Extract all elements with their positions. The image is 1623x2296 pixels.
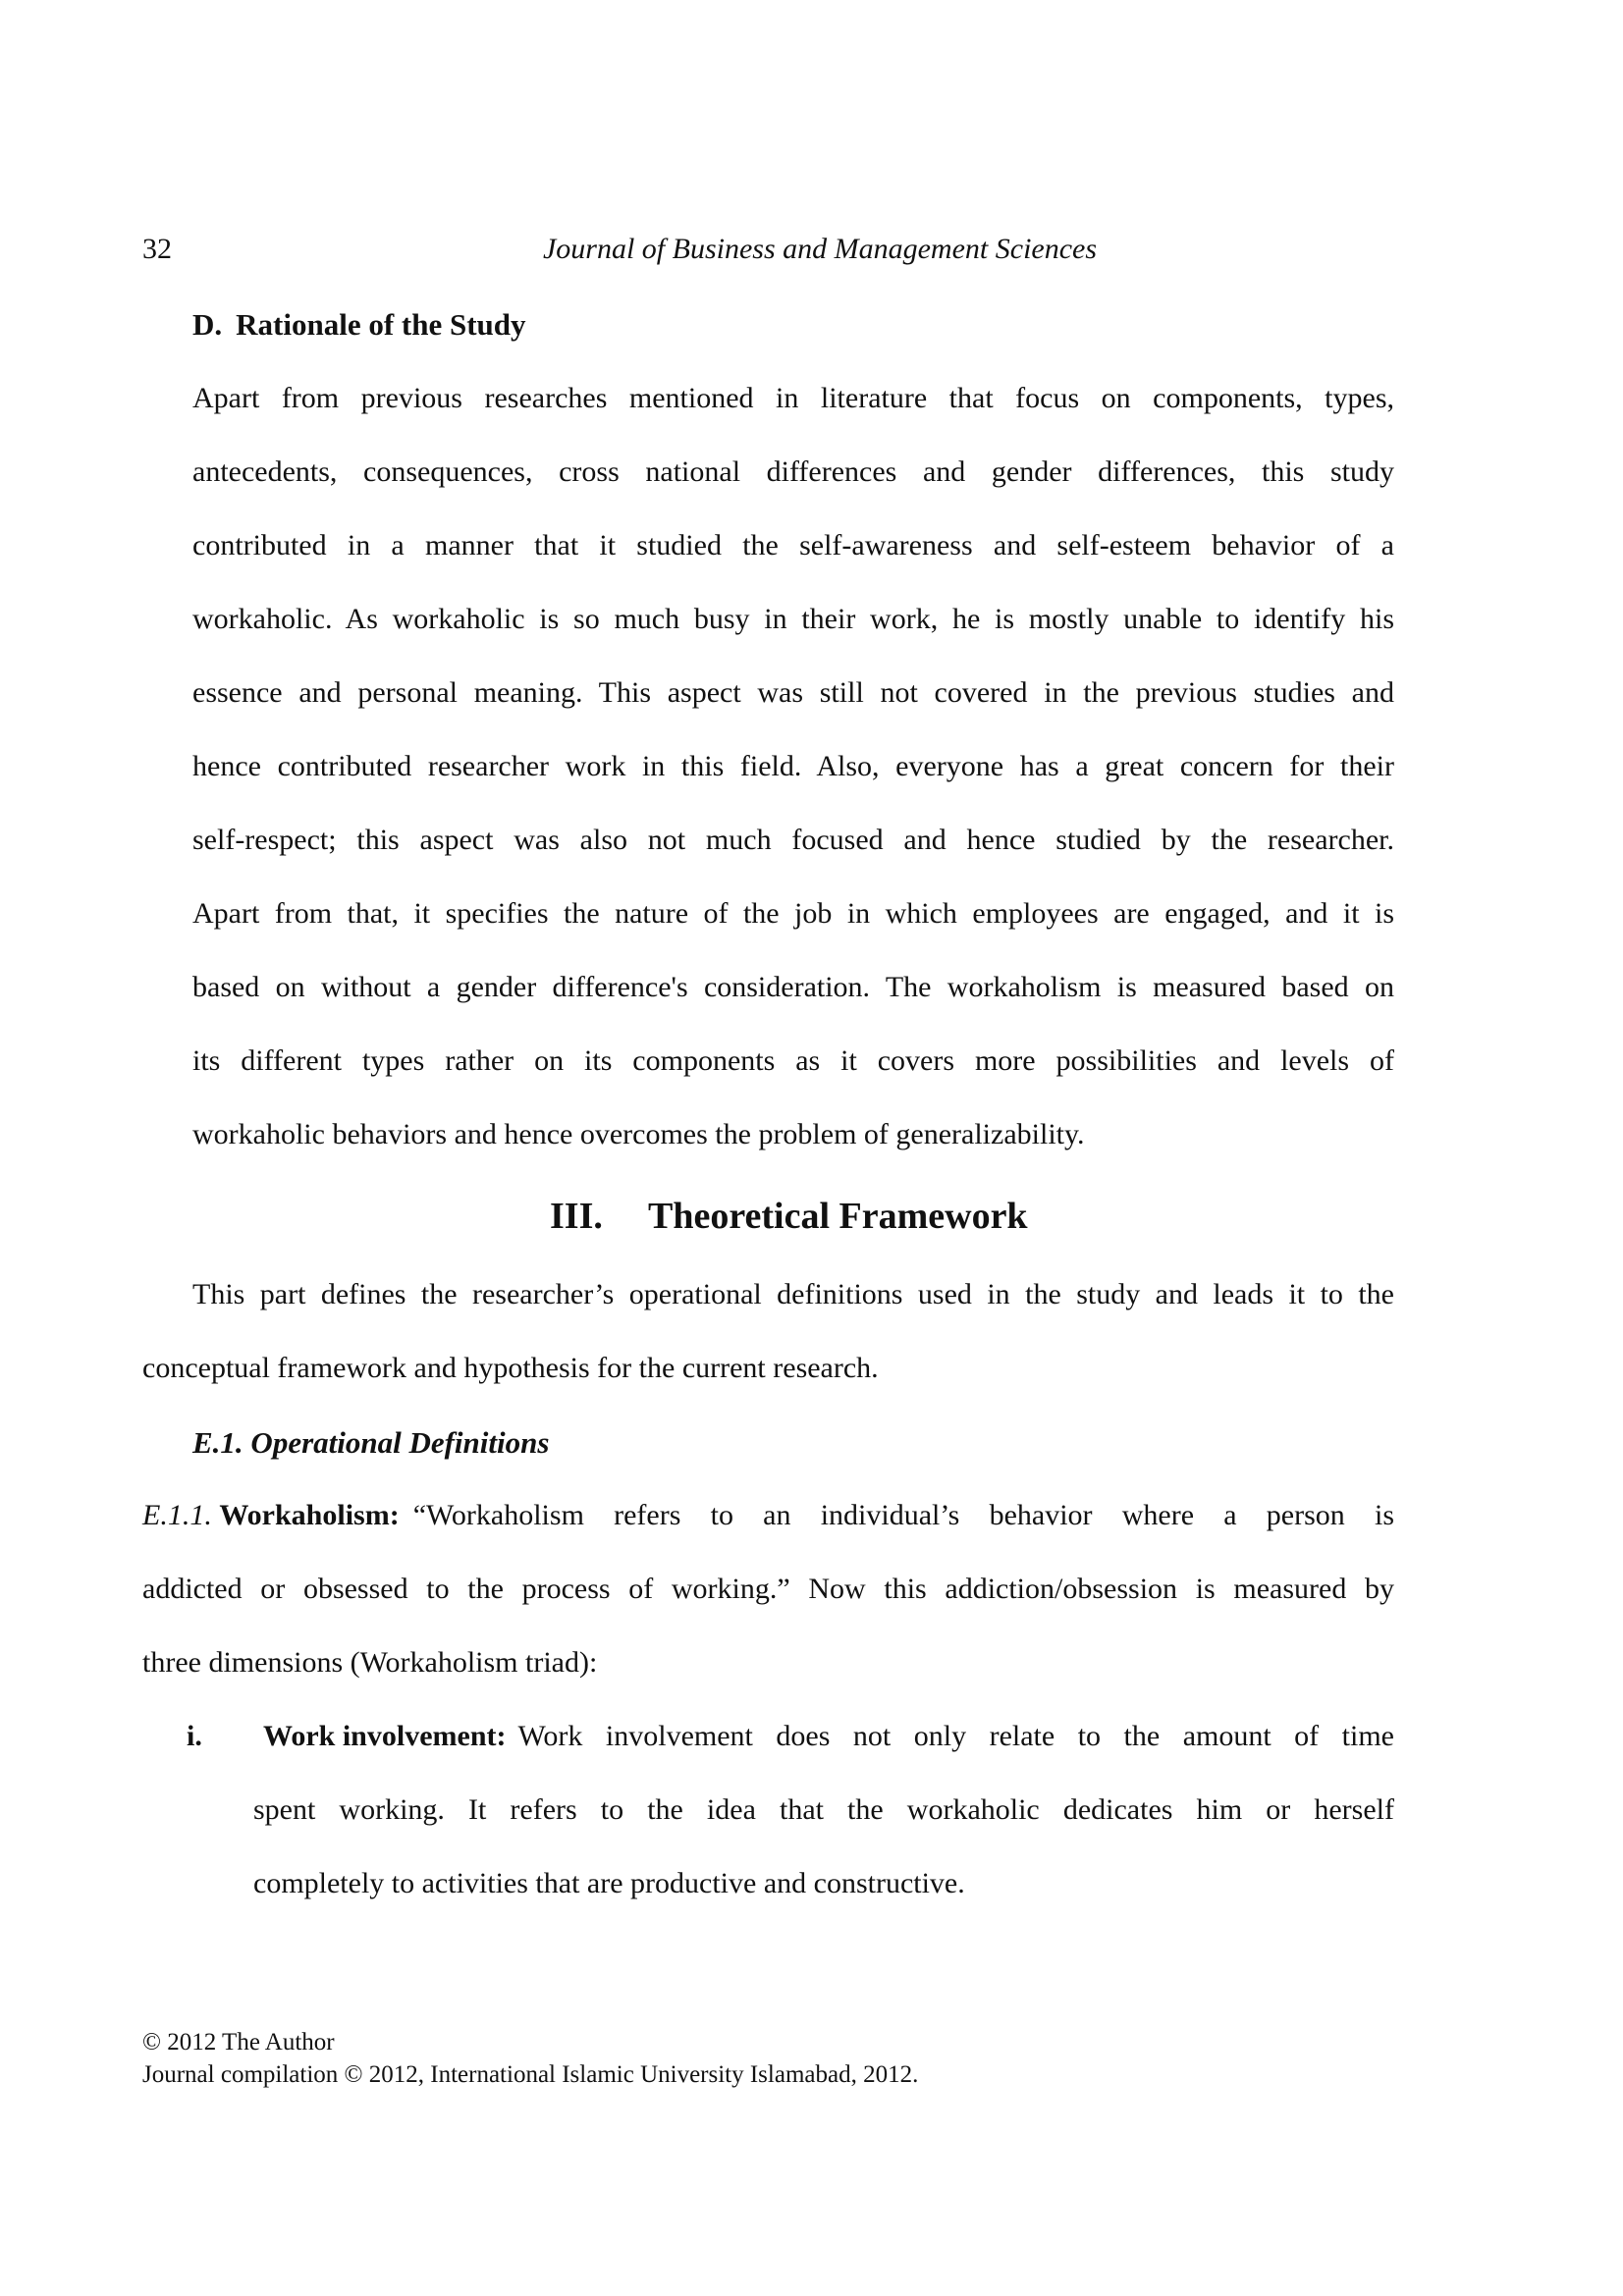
page-footer: [142, 2026, 918, 2091]
paragraph-line: Apart from that, it specifies the nature of the job in which employees are engaged, and it is: [192, 897, 1394, 930]
list-text: Work involvement does not only relate to the amount of time: [517, 1720, 1394, 1752]
definition-text: “Workaholism refers to an individual’s behavior where a person is: [412, 1499, 1394, 1531]
definition-lead: [142, 1496, 400, 1535]
paragraph-line: workaholic behaviors and hence overcomes the problem of generalizability.: [192, 1118, 1085, 1150]
paragraph-line: workaholic. As workaholic is so much busy in their work, he is mostly unable to identify his: [192, 603, 1394, 635]
section-title: Rationale of the Study: [236, 307, 526, 342]
paragraph-line: self-respect; this aspect was also not much focused and hence studied by the researcher.: [192, 824, 1394, 856]
list-item-first-line: [187, 1717, 1394, 1756]
section-heading-iii: [550, 1192, 1028, 1241]
paragraph-line: antecedents, consequences, cross national differences and gender differences, this study: [192, 455, 1394, 488]
paragraph-line: three dimensions (Workaholism triad):: [142, 1646, 598, 1679]
paragraph-line: spent working. It refers to the idea that the workaholic dedicates him or herself: [253, 1793, 1394, 1826]
paragraph-line: This part defines the researcher’s operational definitions used in the study and leads it to the: [192, 1278, 1394, 1310]
list-term: Work involvement:: [263, 1720, 507, 1752]
paragraph-line: based on without a gender difference's consideration. The workaholism is measured based on: [192, 971, 1394, 1003]
section-numeral: III.: [550, 1196, 603, 1237]
paragraph-line: Apart from previous researches mentioned in literature that focus on components, types,: [192, 382, 1394, 414]
list-marker: i.: [187, 1720, 202, 1752]
subsection-heading-e1: E.1. Operational Definitions: [192, 1425, 550, 1460]
paragraph-line: contributed in a manner that it studied the self-awareness and self-esteem behavior of a: [192, 529, 1394, 561]
definition-first-line: [142, 1496, 1394, 1535]
running-header: [142, 228, 1468, 271]
paragraph-line: its different types rather on its components as it covers more possibilities and levels of: [192, 1044, 1394, 1077]
paragraph-line: hence contributed researcher work in this field. Also, everyone has a great concern for their: [192, 750, 1394, 782]
definition-term: Workaholism:: [219, 1499, 400, 1531]
section-letter: D.: [192, 307, 223, 342]
copyright-line: © 2012 The Author: [142, 2029, 335, 2056]
paragraph-line: essence and personal meaning. This aspect was still not covered in the previous studies and: [192, 676, 1394, 709]
section-heading-d: [192, 304, 526, 346]
definition-label: E.1.1.: [142, 1499, 212, 1531]
paragraph-line: completely to activities that are productive and constructive.: [253, 1867, 965, 1899]
section-title: Theoretical Framework: [648, 1196, 1028, 1237]
journal-title: Journal of Business and Management Sciences: [542, 233, 1098, 265]
paragraph-line: conceptual framework and hypothesis for the current research.: [142, 1352, 879, 1384]
compilation-line: Journal compilation © 2012, International Islamic University Islamabad, 2012.: [142, 2061, 919, 2088]
page-number: 32: [142, 233, 172, 265]
paragraph-line: addicted or obsessed to the process of working.” Now this addiction/obsession is measured by: [142, 1573, 1394, 1605]
